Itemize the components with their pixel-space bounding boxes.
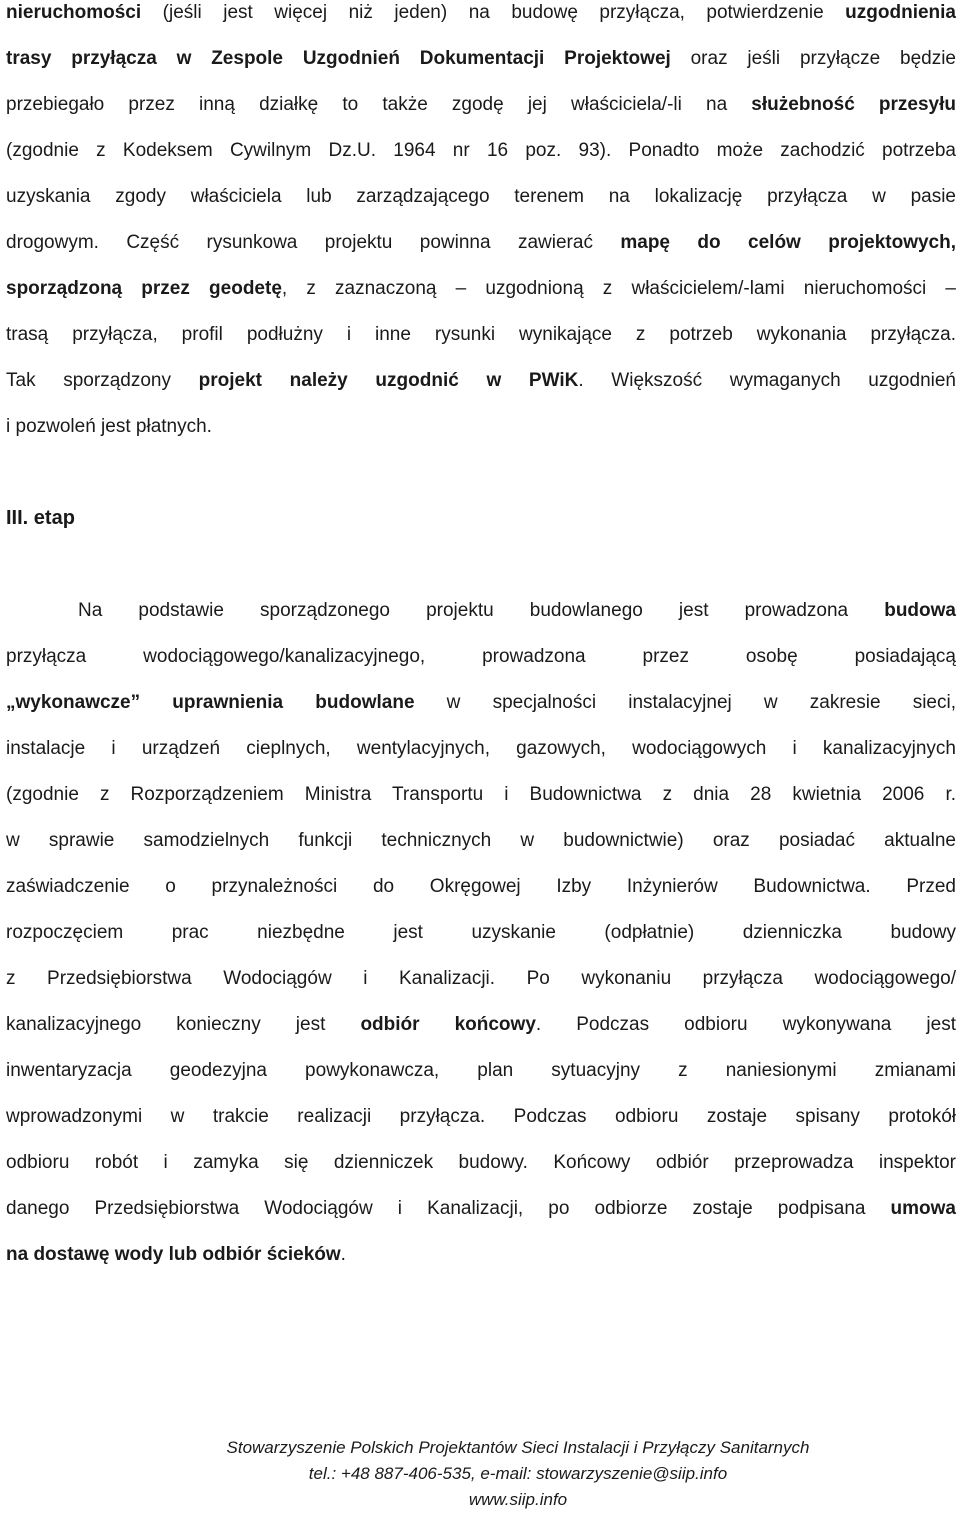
p1-line-10: i pozwoleń jest płatnych.: [6, 416, 212, 437]
p2-line-2: przyłącza wodociągowego/kanalizacyjnego, prowadzona przez osobę posiadającą: [6, 646, 956, 667]
p1-line-8: trasą przyłącza, profil podłużny i inne rysunki wynikające z potrzeb wykonania przyłącza.: [6, 324, 956, 345]
p2-line-15: na dostawę wody lub odbiór ścieków.: [6, 1244, 346, 1265]
footer-website[interactable]: www.siip.info: [468, 1490, 568, 1509]
p2-line-3: „wykonawcze” uprawnienia budowlane w specjalności instalacyjnej w zakresie sieci,: [6, 692, 956, 713]
p2-line-10: kanalizacyjnego konieczny jest odbiór końcowy. Podczas odbioru wykonywana jest: [6, 1014, 956, 1035]
p1-line-6: drogowym. Część rysunkowa projektu powinna zawierać mapę do celów projektowych,: [6, 232, 956, 253]
p2-line-11: inwentaryzacja geodezyjna powykonawcza, plan sytuacyjny z naniesionymi zmianami: [6, 1060, 956, 1081]
p1-line-3: przebiegało przez inną działkę to także zgodę jej właściciela/-li na służebność przesyłu: [6, 94, 957, 115]
p2-line-8: rozpoczęciem prac niezbędne jest uzyskanie (odpłatnie) dzienniczka budowy: [6, 922, 956, 943]
p1-line-5: uzyskania zgody właściciela lub zarządzającego terenem na lokalizację przyłącza w pasie: [6, 186, 956, 207]
section-heading: III. etap: [6, 507, 75, 529]
p2-line-7: zaświadczenie o przynależności do Okręgowej Izby Inżynierów Budownictwa. Przed: [6, 876, 956, 897]
p1-line-1: nieruchomości (jeśli jest więcej niż jeden) na budowę przyłącza, potwierdzenie uzgodnienia: [6, 2, 956, 23]
p2-line-6: w sprawie samodzielnych funkcji technicznych w budownictwie) oraz posiadać aktualne: [6, 830, 956, 851]
p2-line-14: danego Przedsiębiorstwa Wodociągów i Kanalizacji, po odbiorze zostaje podpisana umowa: [6, 1198, 956, 1219]
p2-line-9: z Przedsiębiorstwa Wodociągów i Kanalizacji. Po wykonaniu przyłącza wodociągowego/: [6, 968, 956, 989]
p2-line-1: Na podstawie sporządzonego projektu budowlanego jest prowadzona budowa: [78, 600, 956, 621]
p1-line-9: Tak sporządzony projekt należy uzgodnić w PWiK. Większość wymaganych uzgodnień: [6, 370, 956, 391]
p1-line-7: sporządzoną przez geodetę, z zaznaczoną – uzgodnioną z właścicielem/-lami nieruchomości –: [6, 278, 956, 299]
p2-line-12: wprowadzonymi w trakcie realizacji przyłącza. Podczas odbioru zostaje spisany protokół: [6, 1106, 956, 1127]
p2-line-13: odbioru robót i zamyka się dzienniczek budowy. Końcowy odbiór przeprowadza inspektor: [6, 1152, 956, 1173]
p2-line-4: instalacje i urządzeń cieplnych, wentylacyjnych, gazowych, wodociągowych i kanalizacyjnych: [6, 738, 956, 759]
footer-org: Stowarzyszenie Polskich Projektantów Sieci Instalacji i Przyłączy Sanitarnych: [226, 1438, 810, 1457]
p1-line-4: (zgodnie z Kodeksem Cywilnym Dz.U. 1964 nr 16 poz. 93). Ponadto może zachodzić potrzeba: [6, 140, 956, 161]
p1-line-2: trasy przyłącza w Zespole Uzgodnień Dokumentacji Projektowej oraz jeśli przyłącze będzie: [6, 48, 957, 69]
p2-line-5: (zgodnie z Rozporządzeniem Ministra Transportu i Budownictwa z dnia 28 kwietnia 2006 r.: [6, 784, 956, 805]
footer-contact: tel.: +48 887-406-535, e-mail: stowarzyszenie@siip.info: [308, 1464, 728, 1483]
